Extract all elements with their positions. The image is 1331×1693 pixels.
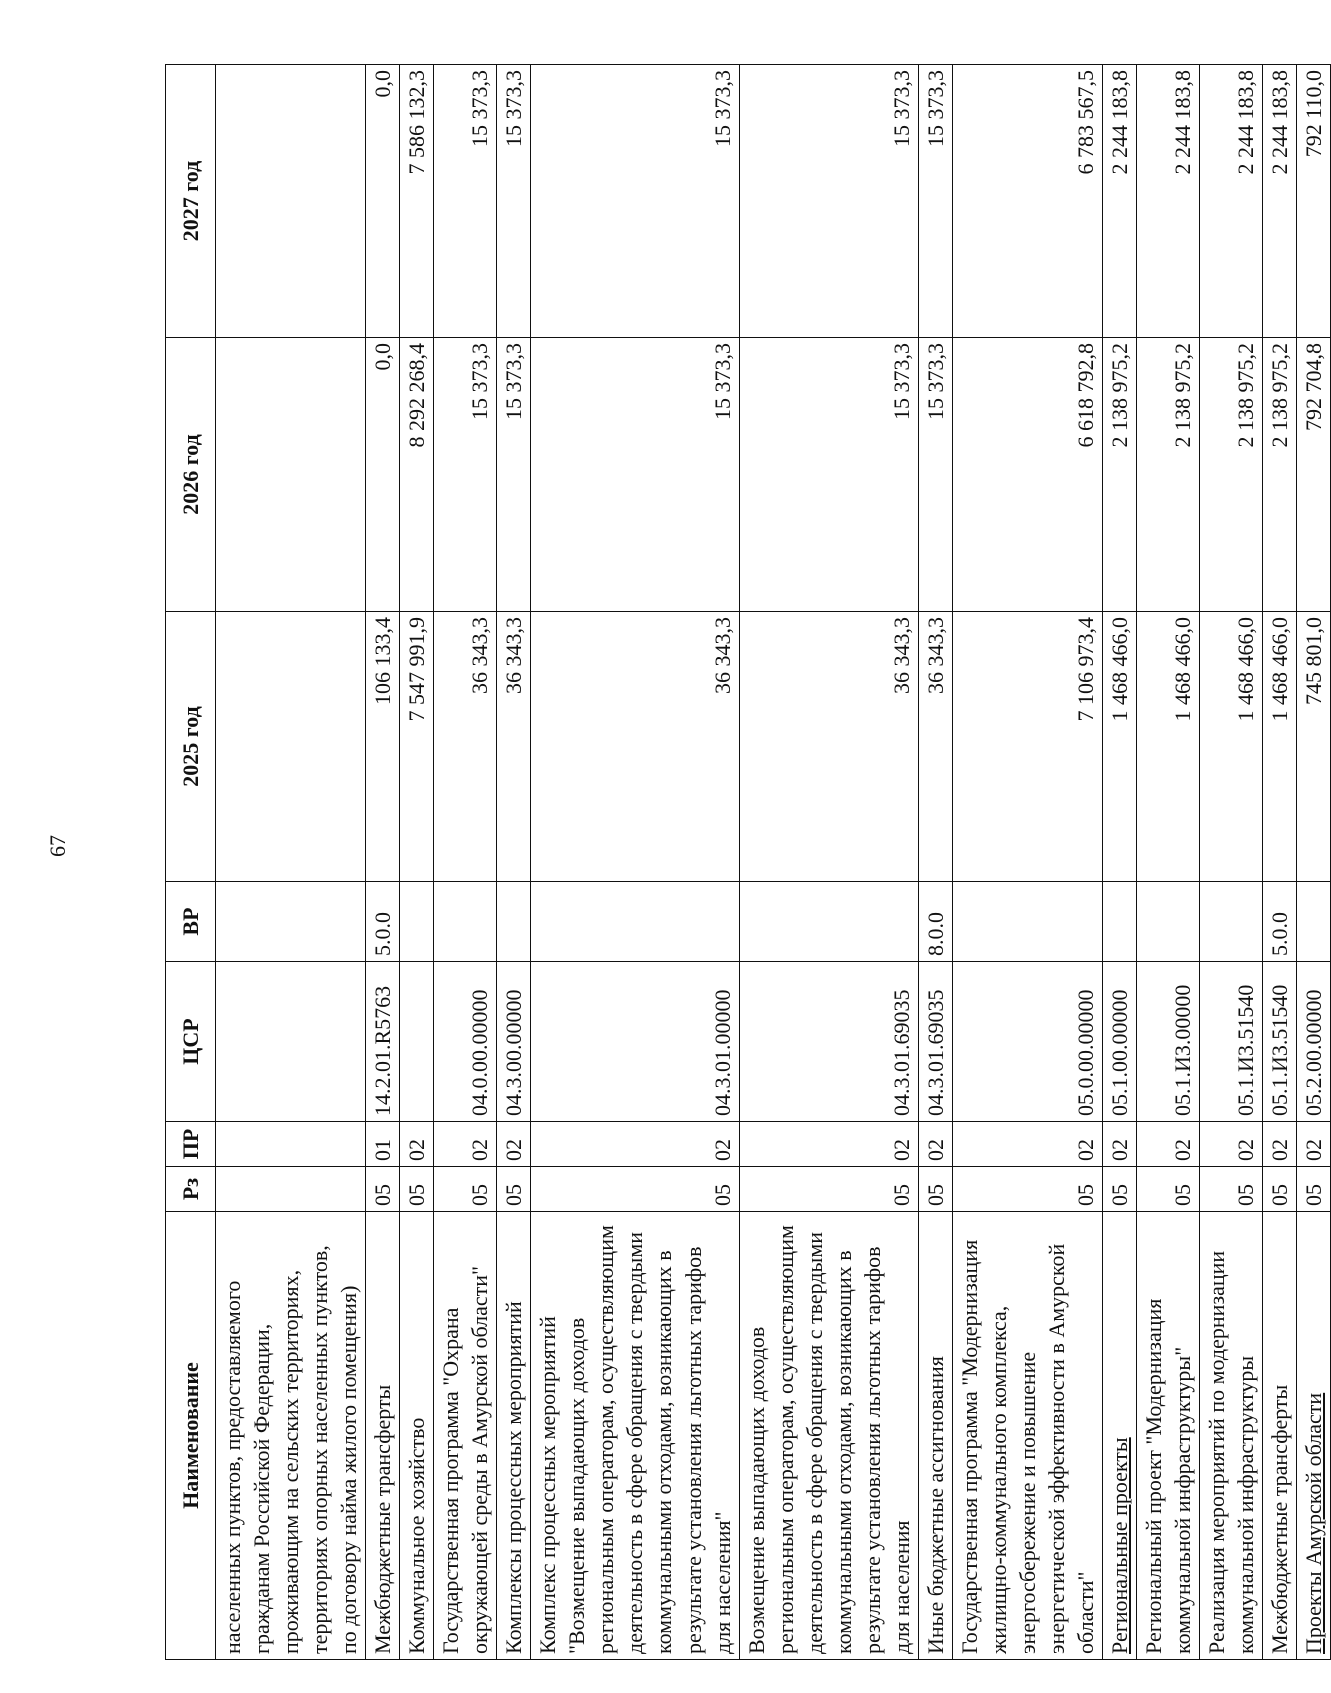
cell-2025: 1 468 466,0 (1136, 612, 1199, 882)
cell-2026: 15 373,3 (434, 338, 497, 612)
cell-pr: 02 (739, 1122, 918, 1167)
cell-csr: 04.0.00.00000 (434, 962, 497, 1122)
cell-2026: 15 373,3 (918, 338, 952, 612)
cell-2027: 15 373,3 (434, 65, 497, 338)
cell-pr: 02 (1136, 1122, 1199, 1167)
cell-csr: 04.3.01.69035 (739, 962, 918, 1122)
cell-2025: 1 468 466,0 (1200, 612, 1263, 882)
table-row (434, 65, 497, 1660)
cell-name: населенных пунктов, предоставляемого гражданам Российской Федерации, проживающим на сельских территориях, территориях опорных населенных пунктов, по договору найма жилого помещения) (216, 1212, 366, 1660)
cell-2026: 2 138 975,2 (1102, 338, 1136, 612)
cell-vr: 8.0.0 (918, 882, 952, 962)
cell-rz: 05 (497, 1167, 531, 1212)
cell-rz: 05 (400, 1167, 434, 1212)
cell-csr: 05.1.00.00000 (1102, 962, 1136, 1122)
cell-2027: 2 244 183,8 (1263, 65, 1297, 338)
cell-2025: 36 343,3 (739, 612, 918, 882)
cell-pr: 01 (366, 1122, 400, 1167)
cell-csr (400, 962, 434, 1122)
cell-name: Проекты Амурской области (1297, 1212, 1331, 1660)
cell-vr (1200, 882, 1263, 962)
cell-rz: 05 (918, 1167, 952, 1212)
cell-2027: 0,0 (366, 65, 400, 338)
header-name: Наименование (166, 1212, 216, 1660)
table-row (1102, 65, 1136, 1660)
budget-table (165, 64, 1331, 1660)
cell-rz: 05 (1102, 1167, 1136, 1212)
table-row (531, 65, 739, 1660)
cell-rz: 05 (739, 1167, 918, 1212)
cell-rz: 05 (531, 1167, 739, 1212)
cell-rz: 05 (366, 1167, 400, 1212)
header-csr: ЦСР (166, 962, 216, 1122)
cell-2027: 15 373,3 (531, 65, 739, 338)
cell-name: Иные бюджетные ассигнования (918, 1212, 952, 1660)
cell-name: Межбюджетные трансферты (1263, 1212, 1297, 1660)
table-row (918, 65, 952, 1660)
cell-2025: 745 801,0 (1297, 612, 1331, 882)
cell-pr: 02 (1102, 1122, 1136, 1167)
cell-2026: 15 373,3 (497, 338, 531, 612)
cell-vr (952, 882, 1102, 962)
cell-vr (1102, 882, 1136, 962)
cell-pr: 02 (497, 1122, 531, 1167)
header-2027: 2027 год (166, 65, 216, 338)
cell-2025: 1 468 466,0 (1263, 612, 1297, 882)
cell-2027: 2 244 183,8 (1102, 65, 1136, 338)
table-row (739, 65, 918, 1660)
cell-pr: 02 (531, 1122, 739, 1167)
cell-pr: 02 (1297, 1122, 1331, 1167)
cell-name: Комплекс процессных мероприятий "Возмещение выпадающих доходов региональным операторам, осуществляющим деятельность в сфере обращения с твердыми коммунальными отходами, возникающих в результате установления льготных тарифов для населения" (531, 1212, 739, 1660)
page-number: 67 (45, 835, 70, 857)
cell-pr: 02 (434, 1122, 497, 1167)
cell-2025: 36 343,3 (531, 612, 739, 882)
cell-2025: 7 106 973,4 (952, 612, 1102, 882)
cell-name: Возмещение выпадающих доходов региональным операторам, осуществляющим деятельность в сфере обращения с твердыми коммунальными отходами, возникающих в результате установления льготных тарифов для населения (739, 1212, 918, 1660)
cell-name: Реализация мероприятий по модернизации коммунальной инфраструктуры (1200, 1212, 1263, 1660)
cell-name: Региональные проекты (1102, 1212, 1136, 1660)
cell-pr: 02 (400, 1122, 434, 1167)
cell-csr: 04.3.01.69035 (918, 962, 952, 1122)
cell-pr: 02 (1200, 1122, 1263, 1167)
table-row (497, 65, 531, 1660)
table-header-row (166, 65, 216, 1660)
table-row (1136, 65, 1199, 1660)
header-2026: 2026 год (166, 338, 216, 612)
cell-2027: 792 110,0 (1297, 65, 1331, 338)
table-row (952, 65, 1102, 1660)
cell-vr (1297, 882, 1331, 962)
rotated-table-container (165, 65, 1331, 1660)
cell-name: Региональный проект "Модернизация коммунальной инфраструктуры" (1136, 1212, 1199, 1660)
cell-vr (497, 882, 531, 962)
cell-2025: 36 343,3 (918, 612, 952, 882)
cell-2027 (216, 65, 366, 338)
cell-2027: 6 783 567,5 (952, 65, 1102, 338)
cell-rz: 05 (1263, 1167, 1297, 1212)
cell-2026: 792 704,8 (1297, 338, 1331, 612)
cell-name: Государственная программа "Охрана окружающей среды в Амурской области" (434, 1212, 497, 1660)
table-row (1297, 65, 1331, 1660)
cell-2027: 2 244 183,8 (1136, 65, 1199, 338)
header-2025: 2025 год (166, 612, 216, 882)
cell-name: Государственная программа "Модернизация жилищно-коммунального комплекса, энергосбережение и повышение энергетической эффективности в Амурской области" (952, 1212, 1102, 1660)
cell-csr: 05.0.00.00000 (952, 962, 1102, 1122)
cell-vr: 5.0.0 (366, 882, 400, 962)
table-row (366, 65, 400, 1660)
cell-pr (216, 1122, 366, 1167)
cell-2027: 2 244 183,8 (1200, 65, 1263, 338)
cell-2026: 8 292 268,4 (400, 338, 434, 612)
cell-csr: 05.1.И3.51540 (1263, 962, 1297, 1122)
cell-csr: 14.2.01.R5763 (366, 962, 400, 1122)
cell-rz (216, 1167, 366, 1212)
cell-2027: 15 373,3 (497, 65, 531, 338)
cell-2025: 1 468 466,0 (1102, 612, 1136, 882)
cell-name: Комплексы процессных мероприятий (497, 1212, 531, 1660)
cell-pr: 02 (1263, 1122, 1297, 1167)
cell-rz: 05 (1136, 1167, 1199, 1212)
cell-csr (216, 962, 366, 1122)
cell-csr: 05.2.00.00000 (1297, 962, 1331, 1122)
cell-2027: 15 373,3 (918, 65, 952, 338)
cell-2025: 36 343,3 (497, 612, 531, 882)
cell-vr (434, 882, 497, 962)
cell-2026: 2 138 975,2 (1200, 338, 1263, 612)
cell-2027: 7 586 132,3 (400, 65, 434, 338)
cell-2026: 0,0 (366, 338, 400, 612)
cell-csr: 04.3.00.00000 (497, 962, 531, 1122)
cell-2026: 15 373,3 (739, 338, 918, 612)
cell-2026: 15 373,3 (531, 338, 739, 612)
cell-2027: 15 373,3 (739, 65, 918, 338)
cell-pr: 02 (952, 1122, 1102, 1167)
cell-rz: 05 (434, 1167, 497, 1212)
cell-pr: 02 (918, 1122, 952, 1167)
cell-2025 (216, 612, 366, 882)
cell-csr: 05.1.И3.51540 (1200, 962, 1263, 1122)
cell-2025: 106 133,4 (366, 612, 400, 882)
cell-2026: 2 138 975,2 (1136, 338, 1199, 612)
table-row (400, 65, 434, 1660)
header-pr: ПР (166, 1122, 216, 1167)
cell-rz: 05 (1297, 1167, 1331, 1212)
cell-vr (1136, 882, 1199, 962)
header-rz: Рз (166, 1167, 216, 1212)
cell-csr: 05.1.И3.00000 (1136, 962, 1199, 1122)
cell-2025: 36 343,3 (434, 612, 497, 882)
header-vr: ВР (166, 882, 216, 962)
cell-rz: 05 (952, 1167, 1102, 1212)
cell-vr (531, 882, 739, 962)
cell-csr: 04.3.01.00000 (531, 962, 739, 1122)
cell-2026: 2 138 975,2 (1263, 338, 1297, 612)
cell-name: Коммунальное хозяйство (400, 1212, 434, 1660)
table-row (1200, 65, 1263, 1660)
cell-vr (216, 882, 366, 962)
cell-vr: 5.0.0 (1263, 882, 1297, 962)
cell-2025: 7 547 991,9 (400, 612, 434, 882)
table-row (216, 65, 366, 1660)
cell-vr (739, 882, 918, 962)
cell-name: Межбюджетные трансферты (366, 1212, 400, 1660)
cell-2026: 6 618 792,8 (952, 338, 1102, 612)
cell-2026 (216, 338, 366, 612)
cell-vr (400, 882, 434, 962)
cell-rz: 05 (1200, 1167, 1263, 1212)
table-row (1263, 65, 1297, 1660)
